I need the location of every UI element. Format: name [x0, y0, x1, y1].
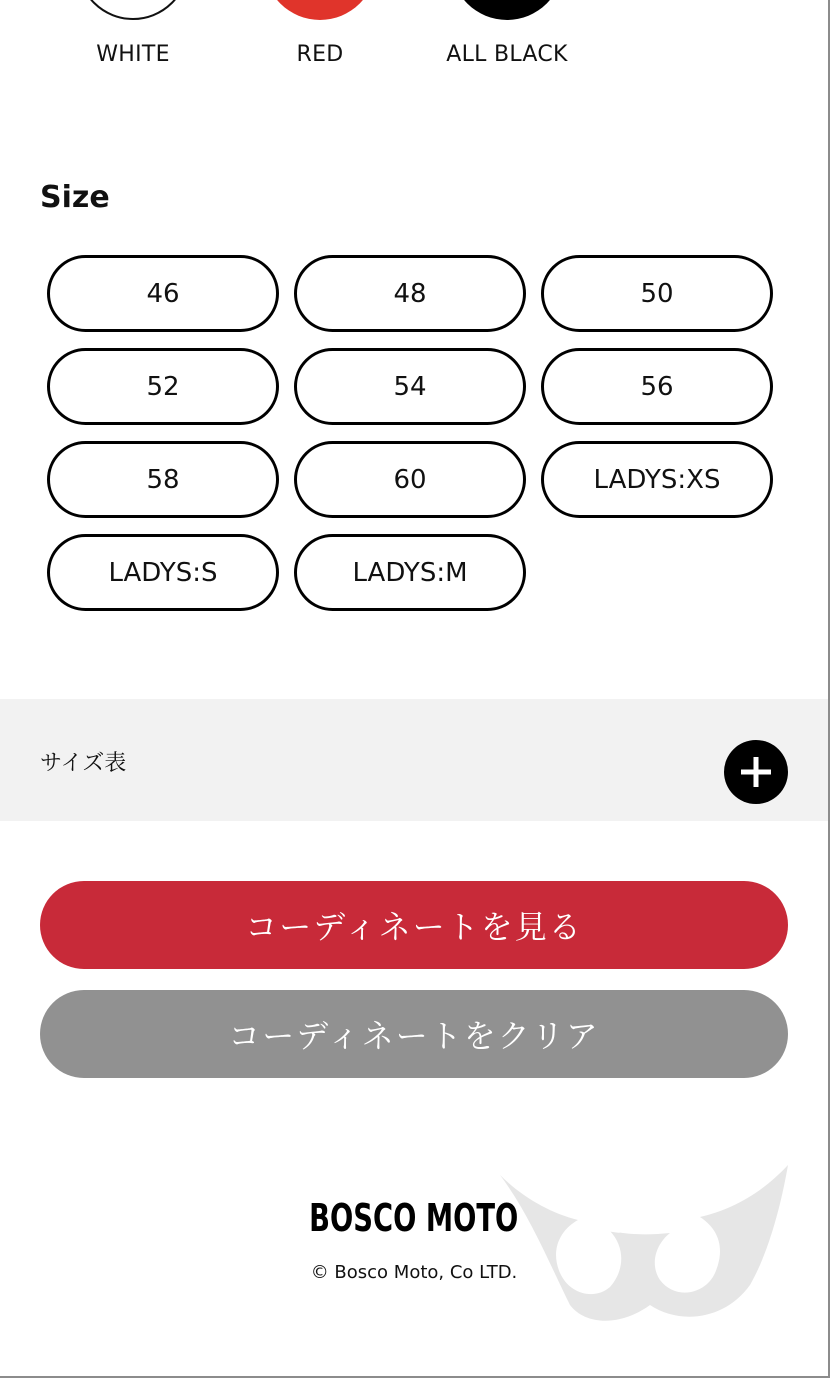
plus-icon[interactable]: [724, 740, 788, 804]
color-label: RED: [296, 42, 344, 67]
size-button-50[interactable]: 50: [541, 255, 773, 332]
view-coordinate-button[interactable]: コーディネートを見る: [40, 881, 788, 969]
size-heading: Size: [40, 180, 110, 215]
size-button-48[interactable]: 48: [294, 255, 526, 332]
footer: [0, 1150, 828, 1350]
size-button-ladys-m[interactable]: LADYS:M: [294, 534, 526, 611]
size-button-ladys-xs[interactable]: LADYS:XS: [541, 441, 773, 518]
size-button-58[interactable]: 58: [47, 441, 279, 518]
size-button-46[interactable]: 46: [47, 255, 279, 332]
size-button-ladys-s[interactable]: LADYS:S: [47, 534, 279, 611]
size-button-52[interactable]: 52: [47, 348, 279, 425]
size-button-54[interactable]: 54: [294, 348, 526, 425]
color-label: WHITE: [96, 42, 170, 67]
size-options: [47, 255, 775, 611]
black-swatch[interactable]: [451, 0, 563, 20]
size-chart-label: サイズ表: [40, 751, 127, 776]
brand-logo[interactable]: BOSCO MOTO: [309, 1196, 519, 1240]
red-swatch[interactable]: [264, 0, 376, 20]
white-swatch[interactable]: [77, 0, 189, 20]
size-button-60[interactable]: 60: [294, 441, 526, 518]
size-chart-accordion[interactable]: [0, 699, 828, 821]
copyright-text: © Bosco Moto, Co LTD.: [310, 1262, 518, 1283]
eyes-logo-icon: [490, 1155, 790, 1325]
clear-coordinate-button[interactable]: コーディネートをクリア: [40, 990, 788, 1078]
size-button-56[interactable]: 56: [541, 348, 773, 425]
color-label: ALL BLACK: [446, 42, 568, 67]
color-options: [0, 0, 828, 90]
